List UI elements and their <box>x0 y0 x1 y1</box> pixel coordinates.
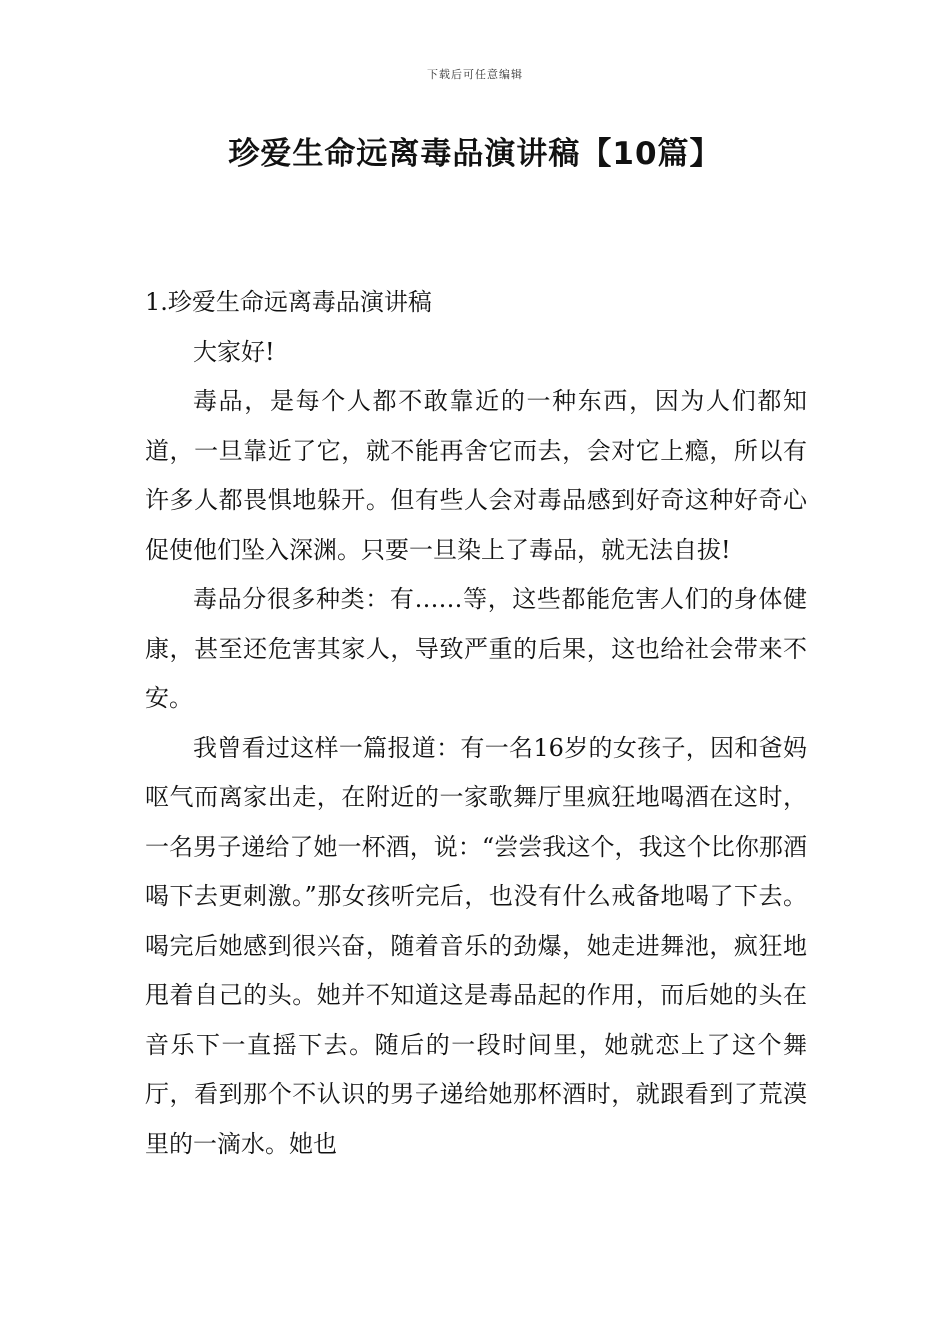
body-paragraph: 毒品分很多种类：有……等，这些都能危害人们的身体健康，甚至还危害其家人，导致严重的后果，这也给社会带来不安。 <box>145 585 807 712</box>
document-body <box>145 278 807 1169</box>
header-note: 下载后可任意编辑 <box>427 68 523 81</box>
body-paragraph: 我曾看过这样一篇报道：有一名16岁的女孩子，因和爸妈呕气而离家出走，在附近的一家歌舞厅里疯狂地喝酒在这时，一名男子递给了她一杯酒，说：“尝尝我这个，我这个比你那酒喝下去更刺激。”那女孩听完后，也没有什么戒备地喝了下去。喝完后她感到很兴奋，随着音乐的劲爆，她走进舞池，疯狂地甩着自己的头。她并不知道这是毒品起的作用，而后她的头在音乐下一直摇下去。随后的一段时间里，她就恋上了这个舞厅，看到那个不认识的男子递给她那杯酒时，就跟看到了荒漠里的一滴水。她也 <box>145 733 807 1158</box>
document-title: 珍爱生命远离毒品演讲稿【10篇】 <box>228 136 722 172</box>
greeting-paragraph: 大家好! <box>193 337 275 366</box>
section-heading: 1.珍爱生命远离毒品演讲稿 <box>145 288 432 316</box>
body-paragraph: 毒品，是每个人都不敢靠近的一种东西，因为人们都知道，一旦靠近了它，就不能再舍它而去，会对它上瘾，所以有许多人都畏惧地躲开。但有些人会对毒品感到好奇这种好奇心促使他们坠入深渊。只要一旦染上了毒品，就无法自拔! <box>145 387 807 564</box>
